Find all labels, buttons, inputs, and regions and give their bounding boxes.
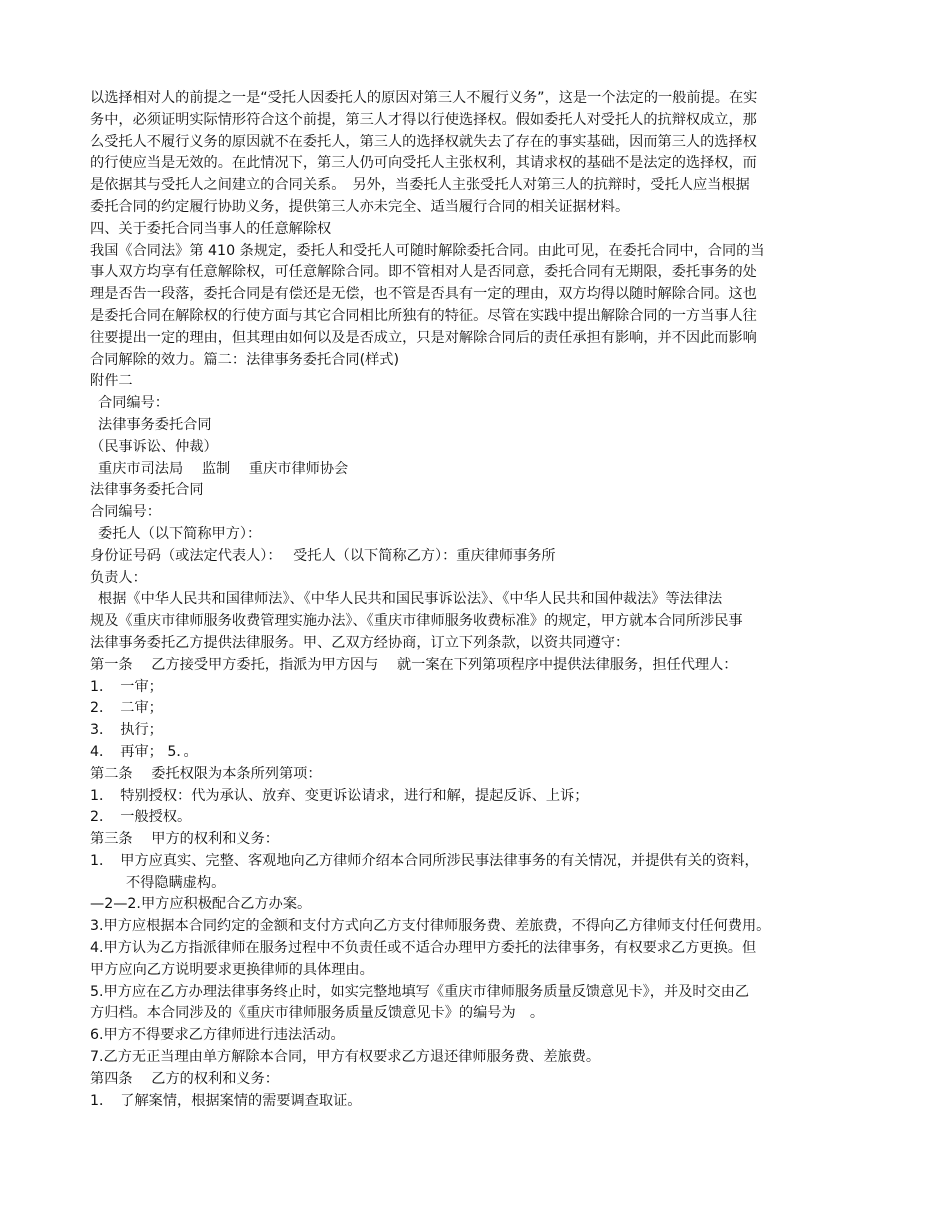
article-heading: 第三条 甲方的权利和义务： [90, 831, 279, 848]
contract-number-label: 合同编号： [98, 395, 169, 412]
list-item: 3.甲方应根据本合同约定的金额和支付方式向乙方支付律师服务费、差旅费，不得向乙方律师支付任何费用。 [90, 918, 771, 935]
paragraph-line: 是委托合同在解除权的行使方面与其它合同相比所独有的特征。尽管在实践中提出解除合同的一方当事人往 [90, 307, 757, 324]
article-heading: 第四条 乙方的权利和义务： [90, 1070, 279, 1087]
paragraph-line: 是依据其与受托人之间建立的合同关系。 另外，当委托人主张受托人对第三人的抗辩时，受托人应当根据 [90, 177, 750, 194]
paragraph-line: 根据《中华人民共和国律师法》、《中华人民共和国民事诉讼法》、《中华人民共和国仲裁法》等法律法 [98, 591, 723, 608]
list-item: 1． 一审； [90, 678, 163, 695]
paragraph-line: 合同解除的效力。篇二：法律事务委托合同(样式) [90, 351, 400, 368]
paragraph-line: 么受托人不履行义务的原因就不在委托人，第三人的选择权就失去了存在的事实基础，因而第三人的选择权 [90, 133, 757, 150]
list-item: 3． 执行； [90, 722, 163, 739]
list-item: 6.甲方不得要求乙方律师进行违法活动。 [90, 1027, 345, 1044]
supervisor-line: 重庆市司法局 监制 重庆市律师协会 [98, 460, 349, 477]
list-item: 4． 再审； 5．。 [90, 743, 198, 760]
section-heading: 四、关于委托合同当事人的任意解除权 [90, 220, 332, 237]
responsible-person-label: 负责人： [90, 569, 147, 586]
paragraph-line: 的行使应当是无效的。在此情况下，第三人仍可向受托人主张权利，其请求权的基础不是法定的选择权，而 [90, 155, 757, 172]
list-item-continuation: 方归档。本合同涉及的《重庆市律师服务质量反馈意见卡》的编号为 。 [90, 1005, 545, 1022]
paragraph-line: 法律事务委托乙方提供法律服务。甲、乙双方经协商，订立下列条款，以资共同遵守： [90, 634, 630, 651]
contract-number-label: 合同编号： [90, 504, 161, 521]
paragraph-line: 以选择相对人的前提之一是“受托人因委托人的原因对第三人不履行义务”，这是一个法定的一般前提。在实 [90, 90, 758, 106]
article-heading: 第二条 委托权限为本条所列第项： [90, 765, 322, 782]
list-item: 2． 一般授权。 [90, 809, 192, 826]
list-item: 2． 二审； [90, 700, 163, 717]
paragraph-line: 规及《重庆市律师服务收费管理实施办法》、《重庆市律师服务收费标准》的规定，甲方就本合同所涉民事 [90, 613, 743, 630]
list-item: 7.乙方无正当理由单方解除本合同，甲方有权要求乙方退还律师服务费、差旅费。 [90, 1049, 601, 1066]
list-item: —2—2.甲方应积极配合乙方办案。 [90, 896, 312, 913]
article-heading: 第一条 乙方接受甲方委托，指派为甲方因与 就一案在下列第项程序中提供法律服务，担任代理人： [90, 656, 738, 673]
contract-title: 法律事务委托合同 [90, 482, 204, 499]
list-item: 5.甲方应在乙方办理法律事务终止时，如实完整地填写《重庆市律师服务质量反馈意见卡》，并及时交由乙 [90, 983, 750, 1000]
list-item-continuation: 不得隐瞒虚构。 [126, 874, 226, 891]
id-number-line: 身份证号码（或法定代表人）： 受托人（以下简称乙方）：重庆律师事务所 [90, 547, 556, 564]
list-item-continuation: 甲方应向乙方说明要求更换律师的具体理由。 [90, 961, 374, 978]
list-item: 1． 甲方应真实、完整、客观地向乙方律师介绍本合同所涉民事法律事务的有关情况，并提供有关的资料， [90, 852, 759, 869]
attachment-label: 附件二 [90, 373, 133, 390]
client-label: 委托人（以下简称甲方）： [98, 525, 262, 542]
document-body [90, 88, 870, 1112]
list-item: 1． 特别授权：代为承认、放弃、变更诉讼请求，进行和解，提起反诉、上诉； [90, 787, 589, 804]
paragraph-line: 往要提出一定的理由，但其理由如何以及是否成立，只是对解除合同后的责任承担有影响，并不因此而影响 [90, 329, 757, 346]
paragraph-line: 事人双方均享有任意解除权，可任意解除合同。即不管相对人是否同意，委托合同有无期限，委托事务的处 [90, 264, 757, 281]
list-item: 1． 了解案情，根据案情的需要调查取证。 [90, 1092, 362, 1109]
paragraph-line: 委托合同的约定履行协助义务，提供第三人亦未完全、适当履行合同的相关证据材料。 [90, 198, 630, 215]
paragraph-line: 我国《合同法》第 410 条规定，委托人和受托人可随时解除委托合同。由此可见，在委托合同中，合同的当 [90, 242, 765, 259]
paragraph-line: 理是否告一段落，委托合同是有偿还是无偿，也不管是否具有一定的理由，双方均得以随时解除合同。这也 [90, 286, 757, 303]
list-item: 4.甲方认为乙方指派律师在服务过程中不负责任或不适合办理甲方委托的法律事务，有权要求乙方更换。但 [90, 940, 757, 957]
contract-title: 法律事务委托合同 [98, 416, 212, 433]
paragraph-line: 务中，必须证明实际情形符合这个前提，第三人才得以行使选择权。假如委托人对受托人的抗辩权成立，那 [90, 111, 757, 128]
contract-subtitle: （民事诉讼、仲裁） [90, 438, 218, 455]
